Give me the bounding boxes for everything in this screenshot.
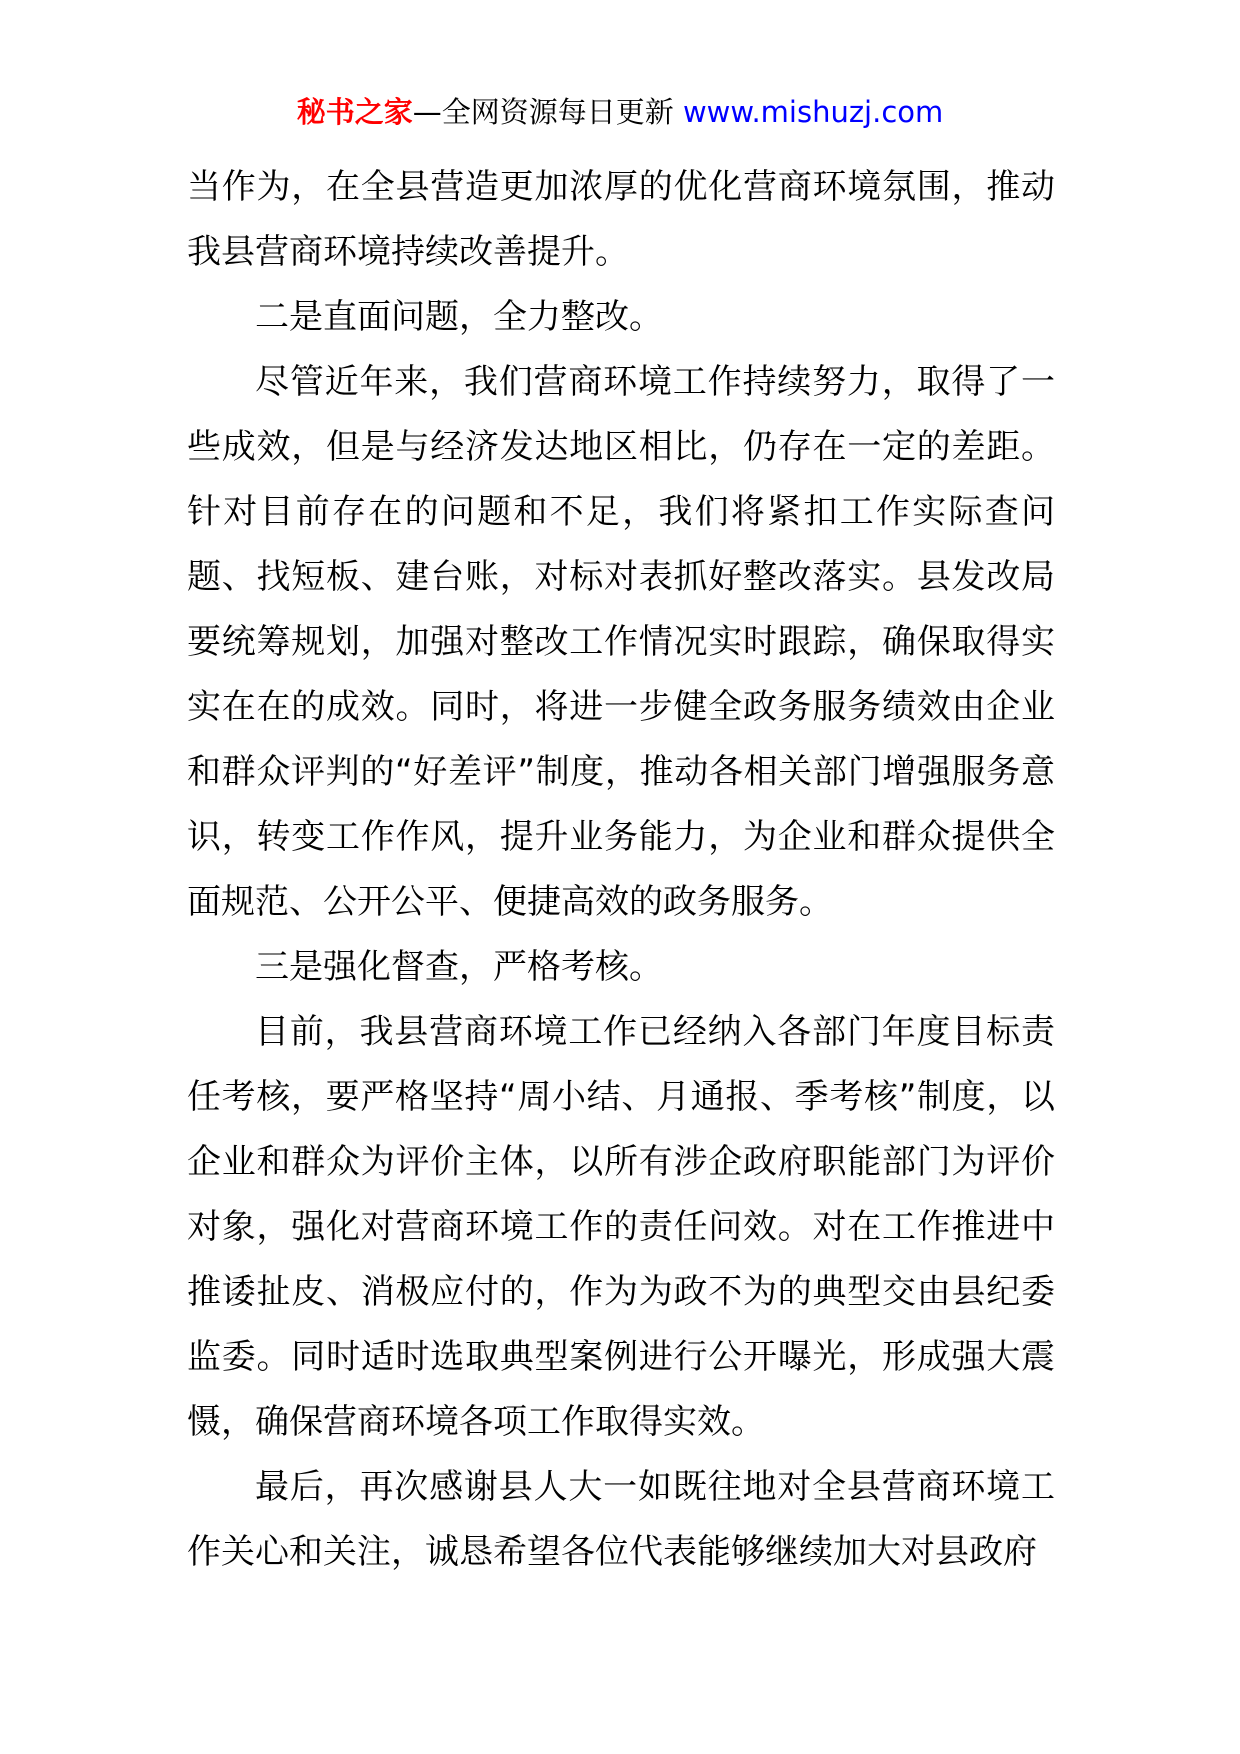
- site-brand: 秘书之家: [296, 95, 413, 129]
- document-body: [187, 155, 1055, 1585]
- section-heading-3: 三是强化督查，严格考核。: [255, 947, 663, 987]
- section-heading-2: 二是直面问题，全力整改。: [255, 297, 663, 337]
- site-tagline: —全网资源每日更新: [412, 95, 683, 129]
- paragraph-assessment: 目前，我县营商环境工作已经纳入各部门年度目标责任考核，要严格坚持“周小结、月通报、季考核”制度，以企业和群众为评价主体，以所有涉企政府职能部门为评价对象，强化对营商环境工作的责任问效。对在工作推进中推诿扯皮、消极应付的，作为为政不为的典型交由县纪委监委。同时适时选取典型案例进行公开曝光，形成强大震慑，确保营商环境各项工作取得实效。: [187, 1012, 1055, 1442]
- site-url-link[interactable]: www.mishuzj.com: [682, 95, 944, 129]
- page-header: [0, 92, 1240, 132]
- paragraph-rectification: 尽管近年来，我们营商环境工作持续努力，取得了一些成效，但是与经济发达地区相比，仍存在一定的差距。针对目前存在的问题和不足，我们将紧扣工作实际查问题、找短板、建台账，对标对表抓好整改落实。县发改局要统筹规划，加强对整改工作情况实时跟踪，确保取得实实在在的成效。同时，将进一步健全政务服务绩效由企业和群众评判的“好差评”制度，推动各相关部门增强服务意识，转变工作作风，提升业务能力，为企业和群众提供全面规范、公开公平、便捷高效的政务服务。: [187, 362, 1055, 922]
- paragraph-continued: 当作为，在全县营造更加浓厚的优化营商环境氛围，推动我县营商环境持续改善提升。: [187, 167, 1055, 272]
- paragraph-closing: 最后，再次感谢县人大一如既往地对全县营商环境工作关心和关注，诚恳希望各位代表能够继续加大对县政府: [187, 1467, 1055, 1572]
